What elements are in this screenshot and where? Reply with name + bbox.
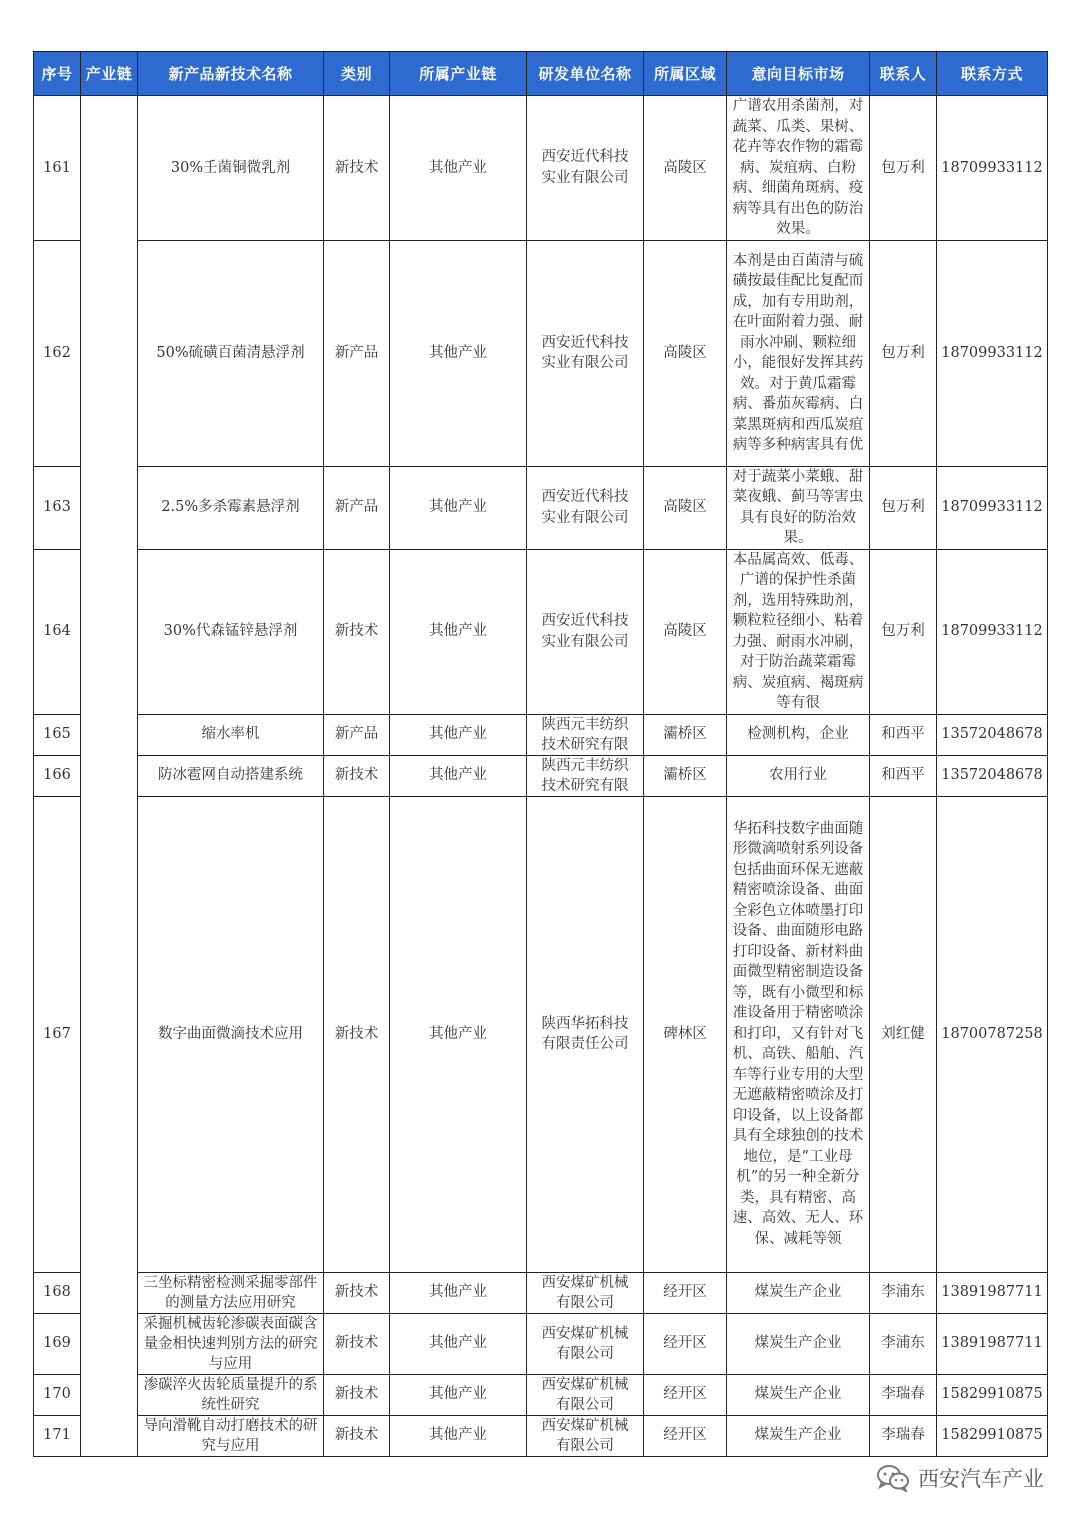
cell-phone bbox=[937, 1272, 1048, 1313]
cell-product-name bbox=[138, 755, 324, 796]
cell-phone bbox=[937, 714, 1048, 755]
cell-phone-text: 15829910875 bbox=[941, 1427, 1043, 1444]
cell-no bbox=[34, 1415, 81, 1456]
cell-rd-unit-text: 西安近代科技实业有限公司 bbox=[541, 149, 629, 186]
cell-rd-unit bbox=[527, 96, 644, 241]
cell-category bbox=[324, 714, 390, 755]
cell-category-text: 新产品 bbox=[334, 499, 379, 516]
cell-belonging-chain bbox=[390, 755, 527, 796]
cell-category-text: 新技术 bbox=[334, 767, 379, 784]
cell-contact-text: 包万利 bbox=[881, 344, 925, 361]
cell-rd-unit bbox=[527, 466, 644, 549]
cell-phone-text: 13891987711 bbox=[941, 1284, 1043, 1301]
cell-product-name-text: 50%硫磺百菌清悬浮剂 bbox=[156, 344, 305, 361]
cell-product-name bbox=[138, 240, 324, 466]
cell-contact bbox=[870, 714, 937, 755]
cell-category-text: 新技术 bbox=[334, 1335, 379, 1352]
cell-region-text: 经开区 bbox=[663, 1284, 707, 1301]
cell-contact-text: 和西平 bbox=[881, 767, 925, 784]
cell-belonging-chain bbox=[390, 466, 527, 549]
cell-no-text: 167 bbox=[43, 1025, 71, 1042]
cell-target-market-text: 本品属高效、低毒、广谱的保护性杀菌剂，选用特殊助剂，颗粒粒径细小、粘着力强、耐雨水冲刷，对于防治蔬菜霜霉病、炭疽病、褐斑病等有很 bbox=[732, 551, 864, 711]
cell-region-text: 灞桥区 bbox=[663, 726, 707, 743]
cell-belonging-chain-text: 其他产业 bbox=[429, 726, 487, 743]
cell-target-market bbox=[727, 796, 870, 1272]
cell-rd-unit-text: 陕西元丰纺织技术研究有限 bbox=[541, 716, 629, 753]
cell-phone bbox=[937, 96, 1048, 241]
cell-category bbox=[324, 755, 390, 796]
cell-no-text: 161 bbox=[43, 159, 71, 176]
cell-belonging-chain-text: 其他产业 bbox=[429, 159, 487, 176]
table-header-row bbox=[34, 52, 1048, 96]
cell-product-name-text: 30%代森锰锌悬浮剂 bbox=[163, 623, 298, 640]
cell-belonging-chain bbox=[390, 1415, 527, 1456]
table-row bbox=[34, 96, 1048, 241]
cell-phone bbox=[937, 796, 1048, 1272]
cell-belonging-chain bbox=[390, 1374, 527, 1415]
cell-region-text: 高陵区 bbox=[663, 623, 707, 640]
cell-region-text: 高陵区 bbox=[663, 159, 707, 176]
cell-belonging-chain-text: 其他产业 bbox=[429, 1386, 487, 1403]
table-row bbox=[34, 1313, 1048, 1374]
cell-contact bbox=[870, 549, 937, 714]
cell-belonging-chain-text: 其他产业 bbox=[429, 1427, 487, 1444]
cell-contact bbox=[870, 466, 937, 549]
cell-rd-unit bbox=[527, 1415, 644, 1456]
cell-belonging-chain-text: 其他产业 bbox=[429, 623, 487, 640]
cell-belonging-chain-text: 其他产业 bbox=[429, 344, 487, 361]
table-row bbox=[34, 755, 1048, 796]
cell-rd-unit-text: 西安煤矿机械有限公司 bbox=[541, 1274, 629, 1311]
cell-belonging-chain-text: 其他产业 bbox=[429, 1335, 487, 1352]
cell-rd-unit bbox=[527, 755, 644, 796]
cell-category bbox=[324, 96, 390, 241]
cell-no-text: 168 bbox=[43, 1284, 71, 1301]
cell-phone bbox=[937, 755, 1048, 796]
cell-target-market bbox=[727, 1415, 870, 1456]
cell-rd-unit-text: 西安近代科技实业有限公司 bbox=[541, 489, 629, 526]
cell-region-text: 高陵区 bbox=[663, 344, 707, 361]
cell-target-market-text: 农用行业 bbox=[769, 767, 827, 784]
cell-category bbox=[324, 1313, 390, 1374]
cell-region bbox=[644, 796, 727, 1272]
cell-target-market-text: 煤炭生产企业 bbox=[754, 1386, 842, 1403]
cell-belonging-chain bbox=[390, 1272, 527, 1313]
cell-category-text: 新技术 bbox=[334, 1386, 379, 1403]
cell-phone-text: 18700787258 bbox=[941, 1025, 1043, 1042]
cell-region bbox=[644, 1272, 727, 1313]
cell-phone bbox=[937, 1415, 1048, 1456]
cell-category-text: 新技术 bbox=[334, 1427, 379, 1444]
cell-target-market-text: 煤炭生产企业 bbox=[754, 1335, 842, 1352]
cell-region bbox=[644, 1415, 727, 1456]
cell-region bbox=[644, 1374, 727, 1415]
cell-no-text: 164 bbox=[43, 623, 71, 640]
cell-phone-text: 13572048678 bbox=[941, 726, 1043, 743]
cell-belonging-chain bbox=[390, 1313, 527, 1374]
cell-no-text: 163 bbox=[43, 499, 71, 516]
cell-product-name bbox=[138, 96, 324, 241]
cell-no bbox=[34, 1272, 81, 1313]
cell-product-name bbox=[138, 714, 324, 755]
cell-rd-unit bbox=[527, 1272, 644, 1313]
cell-no bbox=[34, 466, 81, 549]
cell-rd-unit-text: 陕西华拓科技有限责任公司 bbox=[541, 1015, 629, 1052]
cell-rd-unit-text: 西安煤矿机械有限公司 bbox=[541, 1376, 629, 1413]
cell-no bbox=[34, 240, 81, 466]
cell-region-text: 经开区 bbox=[663, 1335, 707, 1352]
cell-product-name-text: 缩水率机 bbox=[201, 726, 260, 743]
cell-no-text: 166 bbox=[43, 767, 71, 784]
cell-phone-text: 18709933112 bbox=[941, 499, 1043, 516]
cell-rd-unit bbox=[527, 714, 644, 755]
cell-region-text: 灞桥区 bbox=[663, 767, 707, 784]
cell-product-name-text: 防冰雹网自动搭建系统 bbox=[158, 767, 303, 784]
cell-category bbox=[324, 549, 390, 714]
table-row bbox=[34, 1272, 1048, 1313]
table-row bbox=[34, 466, 1048, 549]
cell-no bbox=[34, 755, 81, 796]
cell-contact-text: 包万利 bbox=[881, 159, 925, 176]
cell-phone-text: 18709933112 bbox=[941, 344, 1043, 361]
cell-no-text: 162 bbox=[43, 344, 71, 361]
cell-region bbox=[644, 466, 727, 549]
cell-product-name bbox=[138, 1415, 324, 1456]
cell-target-market bbox=[727, 240, 870, 466]
cell-target-market-text: 华拓科技数字曲面随形微滴喷射系列设备包括曲面环保无遮蔽精密喷涂设备、曲面全彩色立体喷墨打印设备、曲面随形电路打印设备、新材料曲面微型精密制造设备等，既有小微型和标准设备用于精密喷涂和打印，又有针对飞机、高铁、船舶、汽车等行业专用的大型无遮蔽精密喷涂及打印设备，以上设备都具有全球独创的技术地位，是“工业母机”的另一种全新分类，具有精密、高速、高效、无人、环保、减耗等领 bbox=[732, 820, 864, 1247]
cell-belonging-chain bbox=[390, 96, 527, 241]
cell-belonging-chain bbox=[390, 714, 527, 755]
cell-phone bbox=[937, 466, 1048, 549]
cell-contact-text: 李瑞春 bbox=[881, 1386, 925, 1403]
cell-category bbox=[324, 1415, 390, 1456]
cell-no-text: 165 bbox=[43, 726, 71, 743]
cell-contact bbox=[870, 1415, 937, 1456]
header-region: 所属区域 bbox=[644, 52, 727, 96]
cell-no bbox=[34, 796, 81, 1272]
cell-category bbox=[324, 1272, 390, 1313]
cell-product-name bbox=[138, 1272, 324, 1313]
cell-rd-unit bbox=[527, 796, 644, 1272]
cell-rd-unit bbox=[527, 549, 644, 714]
cell-phone bbox=[937, 549, 1048, 714]
cell-belonging-chain-text: 其他产业 bbox=[429, 499, 487, 516]
cell-phone-text: 15829910875 bbox=[941, 1386, 1043, 1403]
cell-no bbox=[34, 1374, 81, 1415]
cell-target-market-text: 对于蔬菜小菜蛾、甜菜夜蛾、蓟马等害虫具有良好的防治效果。 bbox=[732, 468, 864, 546]
cell-product-name bbox=[138, 1374, 324, 1415]
cell-product-name bbox=[138, 796, 324, 1272]
products-table bbox=[33, 51, 1048, 1457]
cell-rd-unit bbox=[527, 1374, 644, 1415]
cell-target-market-text: 煤炭生产企业 bbox=[754, 1427, 842, 1444]
cell-region bbox=[644, 240, 727, 466]
cell-category-text: 新产品 bbox=[334, 726, 379, 743]
cell-region-text: 高陵区 bbox=[663, 499, 707, 516]
cell-target-market-text: 煤炭生产企业 bbox=[754, 1284, 842, 1301]
cell-contact bbox=[870, 755, 937, 796]
cell-product-name-text: 数字曲面微滴技术应用 bbox=[158, 1025, 303, 1042]
cell-target-market bbox=[727, 466, 870, 549]
cell-target-market-text: 本剂是由百菌清与硫磺按最佳配比复配而成，加有专用助剂，在叶面附着力强、耐雨水冲刷、颗粒细小，能很好发挥其药效。对于黄瓜霜霉病、番茄灰霉病、白菜黑斑病和西瓜炭疽病等多种病害具有优 bbox=[732, 252, 864, 453]
cell-category-text: 新技术 bbox=[334, 1284, 379, 1301]
table-row bbox=[34, 240, 1048, 466]
cell-phone-text: 18709933112 bbox=[941, 159, 1043, 176]
cell-category bbox=[324, 1374, 390, 1415]
cell-rd-unit-text: 西安煤矿机械有限公司 bbox=[541, 1325, 629, 1362]
cell-no-text: 170 bbox=[43, 1386, 71, 1403]
cell-contact bbox=[870, 1313, 937, 1374]
header-contact: 联系人 bbox=[870, 52, 937, 96]
cell-product-name-text: 三坐标精密检测采掘零部件的测量方法应用研究 bbox=[143, 1274, 318, 1311]
cell-region-text: 碑林区 bbox=[663, 1025, 707, 1042]
cell-contact bbox=[870, 1374, 937, 1415]
cell-belonging-chain bbox=[390, 549, 527, 714]
cell-contact-text: 李浦东 bbox=[881, 1284, 925, 1301]
cell-no bbox=[34, 96, 81, 241]
wechat-icon bbox=[876, 1464, 910, 1492]
cell-target-market-text: 广谱农用杀菌剂，对蔬菜、瓜类、果树、花卉等农作物的霜霉病、炭疽病、白粉病、细菌角斑病、疫病等具有出色的防治效果。 bbox=[732, 98, 864, 237]
cell-region bbox=[644, 549, 727, 714]
cell-belonging-chain bbox=[390, 796, 527, 1272]
header-target-market: 意向目标市场 bbox=[727, 52, 870, 96]
cell-phone-text: 13891987711 bbox=[941, 1335, 1043, 1352]
header-category: 类别 bbox=[324, 52, 390, 96]
cell-target-market bbox=[727, 1313, 870, 1374]
watermark-text: 西安汽车产业 bbox=[918, 1467, 1044, 1491]
cell-rd-unit-text: 西安煤矿机械有限公司 bbox=[541, 1417, 629, 1454]
cell-target-market bbox=[727, 1272, 870, 1313]
cell-region-text: 经开区 bbox=[663, 1427, 707, 1444]
cell-no-text: 169 bbox=[43, 1335, 71, 1352]
cell-rd-unit-text: 西安近代科技实业有限公司 bbox=[541, 334, 629, 371]
header-rd-unit: 研发单位名称 bbox=[527, 52, 644, 96]
cell-category bbox=[324, 796, 390, 1272]
cell-category-text: 新技术 bbox=[334, 1025, 379, 1042]
cell-contact-text: 李浦东 bbox=[881, 1335, 925, 1352]
cell-product-name bbox=[138, 466, 324, 549]
cell-product-name-text: 30%壬菌铜微乳剂 bbox=[170, 159, 291, 176]
cell-category-text: 新技术 bbox=[334, 159, 379, 176]
cell-contact-text: 包万利 bbox=[881, 499, 925, 516]
cell-product-name-text: 采掘机械齿轮渗碳表面碳含量金相快速判别方法的研究与应用 bbox=[143, 1315, 318, 1372]
cell-contact bbox=[870, 96, 937, 241]
cell-belonging-chain-text: 其他产业 bbox=[429, 1025, 487, 1042]
cell-contact-text: 刘红健 bbox=[881, 1025, 925, 1042]
cell-belonging-chain-text: 其他产业 bbox=[429, 1284, 487, 1301]
cell-belonging-chain-text: 其他产业 bbox=[429, 767, 487, 784]
table-row bbox=[34, 1415, 1048, 1456]
cell-product-name bbox=[138, 549, 324, 714]
cell-contact bbox=[870, 796, 937, 1272]
cell-no bbox=[34, 549, 81, 714]
cell-category bbox=[324, 466, 390, 549]
header-industry-chain: 产业链 bbox=[81, 52, 138, 96]
cell-target-market-text: 检测机构，企业 bbox=[747, 726, 849, 743]
cell-region bbox=[644, 96, 727, 241]
cell-phone-text: 18709933112 bbox=[941, 623, 1043, 640]
cell-product-name-text: 导向滑靴自动打磨技术的研究与应用 bbox=[143, 1417, 318, 1454]
cell-category bbox=[324, 240, 390, 466]
cell-target-market bbox=[727, 96, 870, 241]
header-product-name: 新产品新技术名称 bbox=[138, 52, 324, 96]
cell-target-market bbox=[727, 549, 870, 714]
watermark bbox=[876, 1463, 1044, 1493]
cell-product-name-text: 渗碳淬火齿轮质量提升的系统性研究 bbox=[143, 1376, 318, 1413]
cell-phone bbox=[937, 1313, 1048, 1374]
cell-phone bbox=[937, 1374, 1048, 1415]
cell-contact-text: 李瑞春 bbox=[881, 1427, 925, 1444]
cell-no-text: 171 bbox=[43, 1427, 71, 1444]
cell-product-name-text: 2.5%多杀霉素悬浮剂 bbox=[161, 499, 300, 516]
cell-industry-chain-merged bbox=[81, 96, 138, 1457]
table-row bbox=[34, 796, 1048, 1272]
cell-contact-text: 和西平 bbox=[881, 726, 925, 743]
cell-belonging-chain bbox=[390, 240, 527, 466]
table-body bbox=[34, 96, 1048, 1457]
cell-target-market bbox=[727, 714, 870, 755]
table-row bbox=[34, 1374, 1048, 1415]
cell-no bbox=[34, 1313, 81, 1374]
cell-phone-text: 13572048678 bbox=[941, 767, 1043, 784]
cell-contact bbox=[870, 1272, 937, 1313]
cell-no bbox=[34, 714, 81, 755]
cell-category-text: 新技术 bbox=[334, 623, 379, 640]
cell-contact-text: 包万利 bbox=[881, 623, 925, 640]
cell-contact bbox=[870, 240, 937, 466]
cell-rd-unit bbox=[527, 1313, 644, 1374]
cell-region bbox=[644, 755, 727, 796]
header-phone: 联系方式 bbox=[937, 52, 1048, 96]
cell-target-market bbox=[727, 755, 870, 796]
cell-rd-unit-text: 陕西元丰纺织技术研究有限 bbox=[541, 757, 629, 794]
cell-rd-unit bbox=[527, 240, 644, 466]
cell-region bbox=[644, 714, 727, 755]
header-belonging-chain: 所属产业链 bbox=[390, 52, 527, 96]
cell-region-text: 经开区 bbox=[663, 1386, 707, 1403]
cell-phone bbox=[937, 240, 1048, 466]
cell-region bbox=[644, 1313, 727, 1374]
table-row bbox=[34, 714, 1048, 755]
cell-rd-unit-text: 西安近代科技实业有限公司 bbox=[541, 613, 629, 650]
cell-target-market bbox=[727, 1374, 870, 1415]
cell-category-text: 新产品 bbox=[334, 344, 379, 361]
header-no: 序号 bbox=[34, 52, 81, 96]
cell-product-name bbox=[138, 1313, 324, 1374]
table-row bbox=[34, 549, 1048, 714]
